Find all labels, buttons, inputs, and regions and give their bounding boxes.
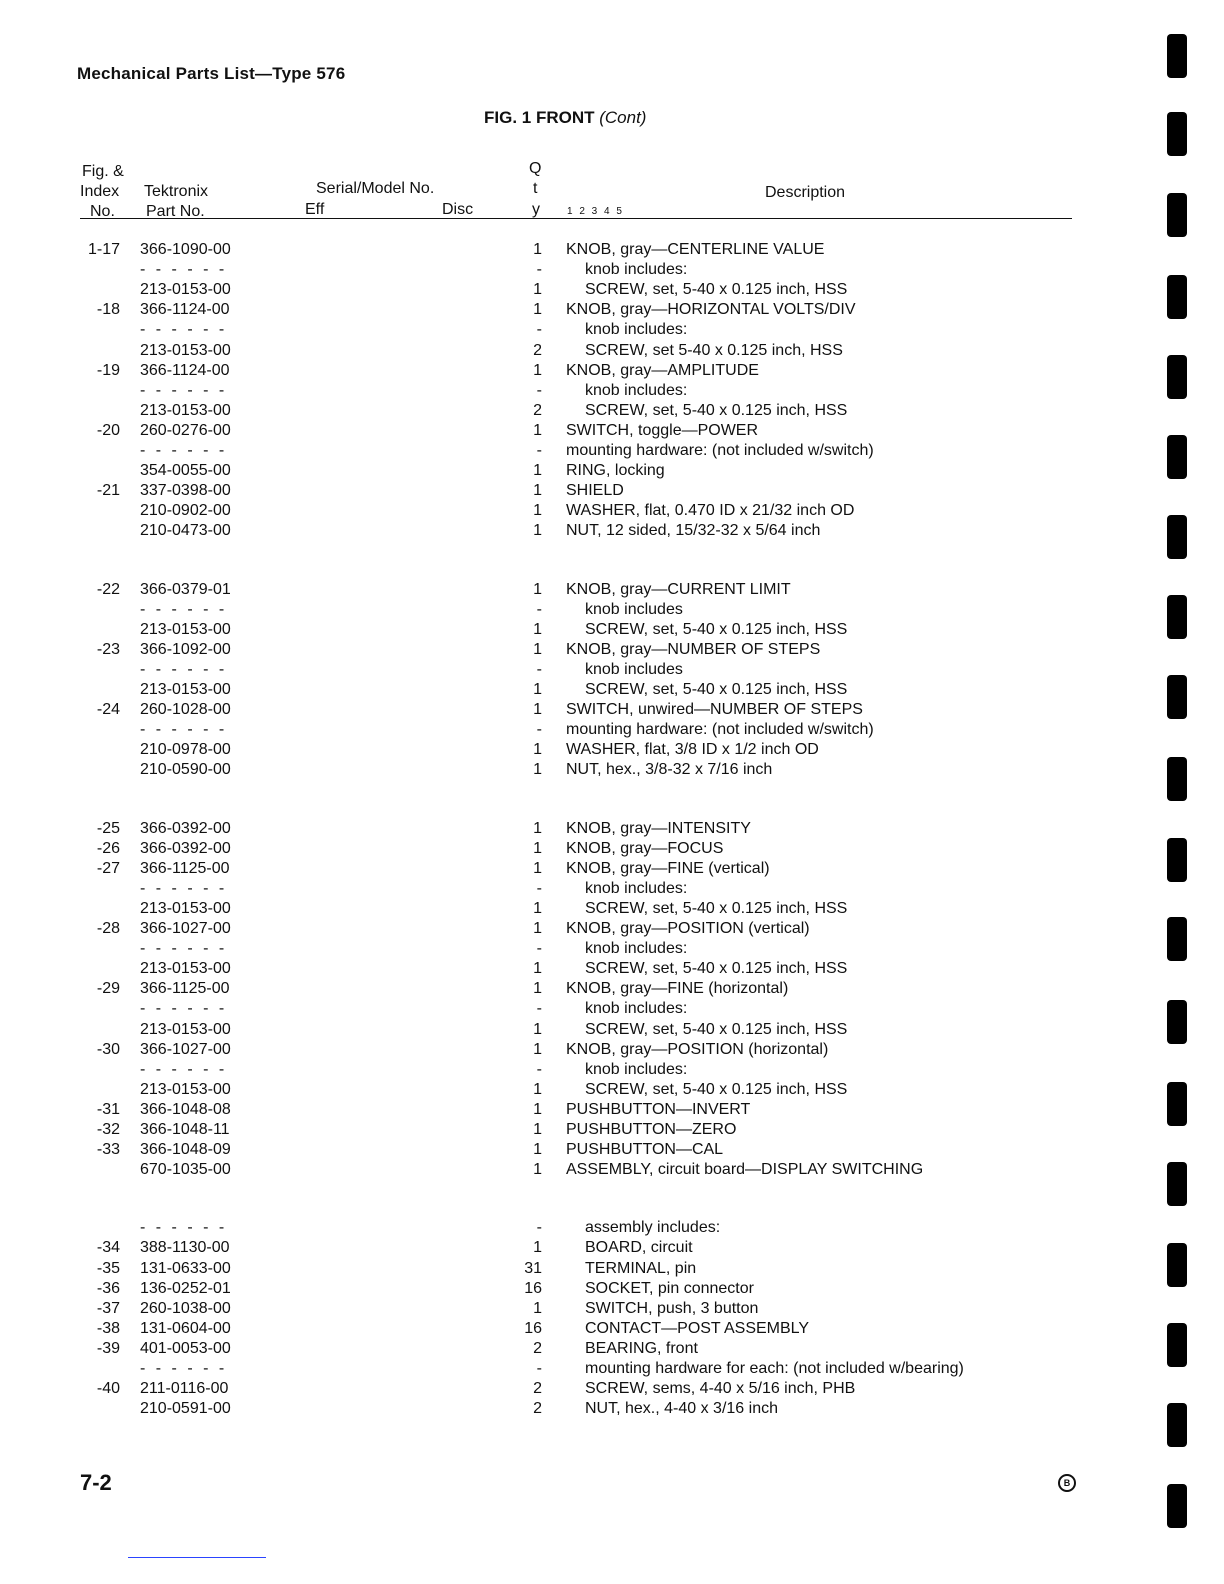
row-quantity: 1 [533, 701, 542, 719]
row-part-number: 366-0379-01 [140, 580, 231, 598]
binder-hole-mark [1167, 917, 1187, 961]
binder-hole-mark [1167, 1243, 1187, 1287]
col-qty-3: y [532, 201, 540, 218]
row-part-number: 131-0633-00 [140, 1259, 231, 1277]
row-quantity: 1 [533, 761, 542, 779]
row-quantity: - [536, 1360, 542, 1377]
row-quantity: 1 [533, 920, 542, 937]
table-row [0, 680, 1100, 700]
row-quantity: 1 [533, 1040, 542, 1058]
table-row [0, 919, 1100, 939]
row-description: SCREW, set, 5-40 x 0.125 inch, HSS [585, 281, 848, 299]
row-part-number: - - - - - - [140, 1219, 228, 1237]
row-quantity: 1 [533, 502, 542, 520]
row-description: SOCKET, pin connector [585, 1279, 754, 1297]
row-description: CONTACT—POST ASSEMBLY [585, 1319, 810, 1337]
table-row [0, 341, 1100, 361]
row-quantity: 1 [533, 1080, 542, 1098]
row-part-number: 213-0153-00 [140, 960, 231, 978]
row-description: RING, locking [566, 462, 665, 480]
row-description: KNOB, gray—HORIZONTAL VOLTS/DIV [566, 301, 856, 319]
row-part-number: - - - - - - [140, 1060, 228, 1078]
row-quantity: 1 [533, 980, 542, 998]
row-description: KNOB, gray—NUMBER OF STEPS [566, 640, 821, 658]
binder-hole-mark [1167, 757, 1187, 801]
table-row [0, 521, 1100, 541]
table-row [0, 959, 1100, 979]
row-quantity: 16 [524, 1319, 542, 1337]
binder-hole-mark [1167, 515, 1187, 559]
row-description: KNOB, gray—POSITION (horizontal) [566, 1040, 829, 1058]
table-row [0, 839, 1100, 859]
row-description: knob includes: [585, 321, 688, 339]
row-index: -27 [96, 859, 120, 877]
row-description: BOARD, circuit [585, 1239, 693, 1257]
table-row [0, 401, 1100, 421]
row-quantity: 1 [533, 1141, 542, 1159]
table-row [0, 1140, 1100, 1160]
row-quantity: - [536, 1000, 542, 1018]
row-part-number: 366-1125-00 [140, 859, 230, 877]
binder-hole-mark [1167, 435, 1187, 479]
col-fig-index-3: No. [90, 203, 115, 220]
row-description: knob includes: [585, 381, 688, 399]
row-part-number: 136-0252-01 [140, 1279, 231, 1297]
row-description: assembly includes: [585, 1219, 721, 1237]
row-quantity: 1 [533, 741, 542, 759]
table-row [0, 1060, 1100, 1080]
row-part-number: 210-0902-00 [140, 502, 231, 520]
row-index: -37 [96, 1299, 120, 1317]
row-description: BEARING, front [585, 1339, 698, 1357]
row-description: KNOB, gray—POSITION (vertical) [566, 920, 810, 937]
row-part-number: 337-0398-00 [140, 482, 231, 500]
row-index: -40 [96, 1380, 120, 1398]
page-header-title: Mechanical Parts List—Type 576 [77, 64, 346, 83]
row-description: knob includes: [585, 940, 688, 958]
table-row [0, 1160, 1100, 1180]
row-description: NUT, hex., 3/8-32 x 7/16 inch [566, 761, 773, 779]
table-row [0, 620, 1100, 640]
table-row [0, 1279, 1100, 1299]
col-qty-1: Q [529, 160, 542, 177]
row-description: KNOB, gray—CURRENT LIMIT [566, 580, 791, 598]
row-description: KNOB, gray—AMPLITUDE [566, 361, 759, 379]
row-index: -34 [96, 1239, 120, 1257]
row-part-number: 210-0978-00 [140, 741, 231, 759]
row-quantity: 2 [533, 401, 542, 419]
binder-hole-mark [1167, 34, 1187, 78]
row-index: -18 [96, 301, 120, 319]
header-rule [80, 218, 1072, 219]
table-row [0, 381, 1100, 401]
row-description: WASHER, flat, 3/8 ID x 1/2 inch OD [566, 741, 819, 759]
row-part-number: 210-0473-00 [140, 522, 231, 540]
row-quantity: - [536, 879, 542, 897]
figure-title-text: FIG. 1 FRONT [484, 108, 595, 127]
row-quantity: 1 [533, 681, 542, 698]
row-part-number: 210-0591-00 [140, 1400, 231, 1418]
row-quantity: - [536, 660, 542, 678]
table-row [0, 859, 1100, 879]
row-description: SWITCH, unwired—NUMBER OF STEPS [566, 701, 863, 719]
col-fig-index-1: Fig. & [82, 163, 124, 180]
row-description: PUSHBUTTON—ZERO [566, 1121, 737, 1138]
table-row [0, 1020, 1100, 1040]
row-description: ASSEMBLY, circuit board—DISPLAY SWITCHING [566, 1161, 924, 1179]
table-row [0, 1218, 1100, 1238]
table-row [0, 441, 1100, 461]
row-quantity: 1 [533, 620, 542, 638]
table-row [0, 461, 1100, 481]
row-part-number: 354-0055-00 [140, 462, 231, 480]
row-part-number: 260-1038-00 [140, 1299, 231, 1317]
row-description: PUSHBUTTON—INVERT [566, 1100, 751, 1118]
row-quantity: 1 [533, 1121, 542, 1138]
table-row [0, 481, 1100, 501]
row-description: KNOB, gray—FINE (horizontal) [566, 980, 789, 998]
binder-hole-mark [1167, 838, 1187, 882]
row-description: SCREW, set, 5-40 x 0.125 inch, HSS [585, 1080, 848, 1098]
table-row [0, 300, 1100, 320]
row-quantity: - [536, 321, 542, 339]
row-part-number: 366-1124-00 [140, 301, 230, 319]
binder-hole-mark [1167, 112, 1187, 156]
binder-hole-mark [1167, 1162, 1187, 1206]
row-description: KNOB, gray—INTENSITY [566, 819, 751, 837]
table-row [0, 320, 1100, 340]
row-description: SCREW, set, 5-40 x 0.125 inch, HSS [585, 899, 848, 917]
row-part-number: 260-0276-00 [140, 421, 231, 439]
row-part-number: 366-0392-00 [140, 819, 231, 837]
table-row [0, 1259, 1100, 1279]
row-index: -29 [96, 980, 120, 998]
row-part-number: 366-1048-08 [140, 1100, 231, 1118]
binder-hole-mark [1167, 1323, 1187, 1367]
binder-hole-mark [1167, 675, 1187, 719]
table-row [0, 1040, 1100, 1060]
row-quantity: 1 [533, 1100, 542, 1118]
row-quantity: 2 [533, 1339, 542, 1357]
row-index: -20 [96, 421, 120, 439]
row-index: -30 [96, 1040, 120, 1058]
row-part-number: 213-0153-00 [140, 281, 231, 299]
row-description: KNOB, gray—CENTERLINE VALUE [566, 241, 825, 258]
row-part-number: - - - - - - [140, 879, 228, 897]
row-quantity: 1 [533, 960, 542, 978]
row-description: knob includes: [585, 261, 688, 279]
row-part-number: - - - - - - [140, 1360, 228, 1377]
table-row [0, 740, 1100, 760]
row-index: -28 [96, 920, 120, 937]
row-description: mounting hardware: (not included w/switch) [566, 442, 874, 459]
row-description: KNOB, gray—FOCUS [566, 839, 724, 857]
col-fig-index-2: Index [80, 183, 120, 200]
table-row [0, 899, 1100, 919]
row-part-number: 213-0153-00 [140, 620, 231, 638]
row-index: -38 [96, 1319, 120, 1337]
row-index: 1-17 [87, 241, 120, 258]
table-row [0, 1100, 1100, 1120]
row-index: -21 [96, 482, 120, 500]
row-index: -32 [96, 1121, 120, 1138]
row-quantity: - [536, 600, 542, 618]
table-row [0, 1080, 1100, 1100]
row-index: -33 [96, 1141, 120, 1159]
table-row [0, 260, 1100, 280]
row-description: SCREW, set, 5-40 x 0.125 inch, HSS [585, 1020, 848, 1038]
row-index: -39 [96, 1339, 120, 1357]
row-quantity: 1 [533, 899, 542, 917]
row-part-number: 366-1027-00 [140, 1040, 231, 1058]
row-part-number: 388-1130-00 [140, 1239, 230, 1257]
table-row [0, 1299, 1100, 1319]
row-part-number: 260-1028-00 [140, 701, 231, 719]
binder-hole-mark [1167, 1000, 1187, 1044]
row-description: NUT, 12 sided, 15/32-32 x 5/64 inch [566, 522, 821, 540]
table-row [0, 1379, 1100, 1399]
row-description: SCREW, sems, 4-40 x 5/16 inch, PHB [585, 1380, 856, 1398]
row-part-number: - - - - - - [140, 600, 228, 618]
row-part-number: 366-1048-09 [140, 1141, 231, 1159]
row-description: mounting hardware for each: (not included w/bearing) [585, 1360, 964, 1377]
col-levels: 1 2 3 4 5 [567, 206, 624, 217]
publisher-logo-icon: B [1058, 1474, 1076, 1492]
col-tektronix-2: Part No. [146, 203, 205, 220]
row-description: SWITCH, toggle—POWER [566, 421, 759, 439]
row-quantity: 1 [533, 281, 542, 299]
figure-title [484, 108, 646, 128]
row-quantity: 1 [533, 1299, 542, 1317]
row-description: SCREW, set, 5-40 x 0.125 inch, HSS [585, 960, 848, 978]
row-description: TERMINAL, pin [585, 1259, 697, 1277]
table-row [0, 660, 1100, 680]
row-quantity: 1 [533, 580, 542, 598]
row-part-number: 366-0392-00 [140, 839, 231, 857]
binder-hole-mark [1167, 1403, 1187, 1447]
row-part-number: - - - - - - [140, 1000, 228, 1018]
row-part-number: 366-1090-00 [140, 241, 231, 258]
row-quantity: 31 [524, 1259, 542, 1277]
table-row [0, 720, 1100, 740]
table-row [0, 280, 1100, 300]
table-row [0, 421, 1100, 441]
col-description: Description [765, 184, 846, 201]
table-row [0, 1339, 1100, 1359]
row-quantity: - [536, 721, 542, 739]
table-row [0, 600, 1100, 620]
row-part-number: 366-1027-00 [140, 920, 231, 937]
row-index: -19 [96, 361, 120, 379]
row-part-number: 213-0153-00 [140, 341, 231, 359]
row-quantity: 1 [533, 482, 542, 500]
row-part-number: 213-0153-00 [140, 681, 231, 698]
row-part-number: 213-0153-00 [140, 899, 231, 917]
row-quantity: 1 [533, 819, 542, 837]
row-quantity: 1 [533, 859, 542, 877]
row-quantity: 1 [533, 1239, 542, 1257]
table-row [0, 1359, 1100, 1379]
table-row [0, 640, 1100, 660]
table-row [0, 501, 1100, 521]
row-quantity: - [536, 261, 542, 279]
row-quantity: 1 [533, 301, 542, 319]
row-part-number: 366-1125-00 [140, 980, 230, 998]
footer-line [128, 1557, 266, 1558]
table-row [0, 1319, 1100, 1339]
row-part-number: 211-0116-00 [140, 1380, 229, 1398]
row-description: mounting hardware: (not included w/switch) [566, 721, 874, 739]
row-part-number: 210-0590-00 [140, 761, 231, 779]
table-row [0, 999, 1100, 1019]
table-row [0, 700, 1100, 720]
table-row [0, 879, 1100, 899]
row-part-number: 670-1035-00 [140, 1161, 231, 1179]
binder-hole-mark [1167, 1484, 1187, 1528]
row-quantity: 1 [533, 421, 542, 439]
col-tektronix-1: Tektronix [144, 183, 209, 200]
row-description: knob includes: [585, 1060, 688, 1078]
row-part-number: 213-0153-00 [140, 1020, 231, 1038]
col-serial: Serial/Model No. [316, 180, 435, 197]
row-index: -31 [96, 1100, 120, 1118]
binder-hole-mark [1167, 275, 1187, 319]
table-row [0, 760, 1100, 780]
table-row [0, 580, 1100, 600]
row-part-number: 131-0604-00 [140, 1319, 231, 1337]
binder-hole-mark [1167, 595, 1187, 639]
row-description: knob includes [585, 660, 683, 678]
row-part-number: - - - - - - [140, 261, 228, 279]
row-quantity: - [536, 1219, 542, 1237]
row-part-number: 366-1048-11 [140, 1121, 230, 1138]
row-part-number: - - - - - - [140, 660, 228, 678]
table-row [0, 979, 1100, 999]
row-quantity: 1 [533, 241, 542, 258]
row-part-number: 213-0153-00 [140, 401, 231, 419]
row-description: SCREW, set 5-40 x 0.125 inch, HSS [585, 341, 843, 359]
row-quantity: 2 [533, 1380, 542, 1398]
row-description: SHIELD [566, 482, 624, 500]
row-quantity: - [536, 442, 542, 459]
row-quantity: 16 [524, 1279, 542, 1297]
row-quantity: 1 [533, 1020, 542, 1038]
row-index: -36 [96, 1279, 120, 1297]
row-description: knob includes: [585, 1000, 688, 1018]
table-row [0, 240, 1100, 260]
row-description: NUT, hex., 4-40 x 3/16 inch [585, 1400, 778, 1418]
row-part-number: - - - - - - [140, 381, 228, 399]
row-quantity: 1 [533, 839, 542, 857]
table-row [0, 1120, 1100, 1140]
row-index: -26 [96, 839, 120, 857]
binder-hole-mark [1167, 1082, 1187, 1126]
row-description: SCREW, set, 5-40 x 0.125 inch, HSS [585, 401, 848, 419]
row-index: -22 [96, 580, 120, 598]
row-description: SCREW, set, 5-40 x 0.125 inch, HSS [585, 620, 848, 638]
row-quantity: 1 [533, 1161, 542, 1179]
row-part-number: - - - - - - [140, 442, 228, 459]
row-quantity: - [536, 1060, 542, 1078]
table-row [0, 939, 1100, 959]
col-qty-2: t [533, 180, 538, 197]
row-description: PUSHBUTTON—CAL [566, 1141, 724, 1159]
row-part-number: 213-0153-00 [140, 1080, 231, 1098]
row-quantity: 1 [533, 640, 542, 658]
col-disc: Disc [442, 201, 474, 218]
row-description: SWITCH, push, 3 button [585, 1299, 759, 1317]
col-eff: Eff [305, 201, 325, 218]
row-part-number: - - - - - - [140, 721, 228, 739]
row-quantity: 1 [533, 522, 542, 540]
row-quantity: 1 [533, 462, 542, 480]
row-description: SCREW, set, 5-40 x 0.125 inch, HSS [585, 681, 848, 698]
table-row [0, 819, 1100, 839]
row-description: knob includes [585, 600, 683, 618]
table-row [0, 361, 1100, 381]
binder-hole-mark [1167, 355, 1187, 399]
table-row [0, 1238, 1100, 1258]
binder-hole-mark [1167, 193, 1187, 237]
row-part-number: - - - - - - [140, 940, 228, 958]
row-description: KNOB, gray—FINE (vertical) [566, 859, 770, 877]
page-number: 7-2 [80, 1470, 112, 1495]
row-index: -24 [96, 701, 120, 719]
row-part-number: 366-1124-00 [140, 361, 230, 379]
row-description: knob includes: [585, 879, 688, 897]
row-quantity: 2 [533, 1400, 542, 1418]
row-part-number: 366-1092-00 [140, 640, 231, 658]
row-quantity: 1 [533, 361, 542, 379]
row-part-number: - - - - - - [140, 321, 228, 339]
row-quantity: - [536, 381, 542, 399]
figure-title-cont: (Cont) [599, 108, 647, 127]
row-part-number: 401-0053-00 [140, 1339, 231, 1357]
row-index: -23 [96, 640, 120, 658]
row-quantity: - [536, 940, 542, 958]
table-row [0, 1399, 1100, 1419]
row-quantity: 2 [533, 341, 542, 359]
row-index: -25 [96, 819, 120, 837]
row-description: WASHER, flat, 0.470 ID x 21/32 inch OD [566, 502, 855, 520]
row-index: -35 [96, 1259, 120, 1277]
